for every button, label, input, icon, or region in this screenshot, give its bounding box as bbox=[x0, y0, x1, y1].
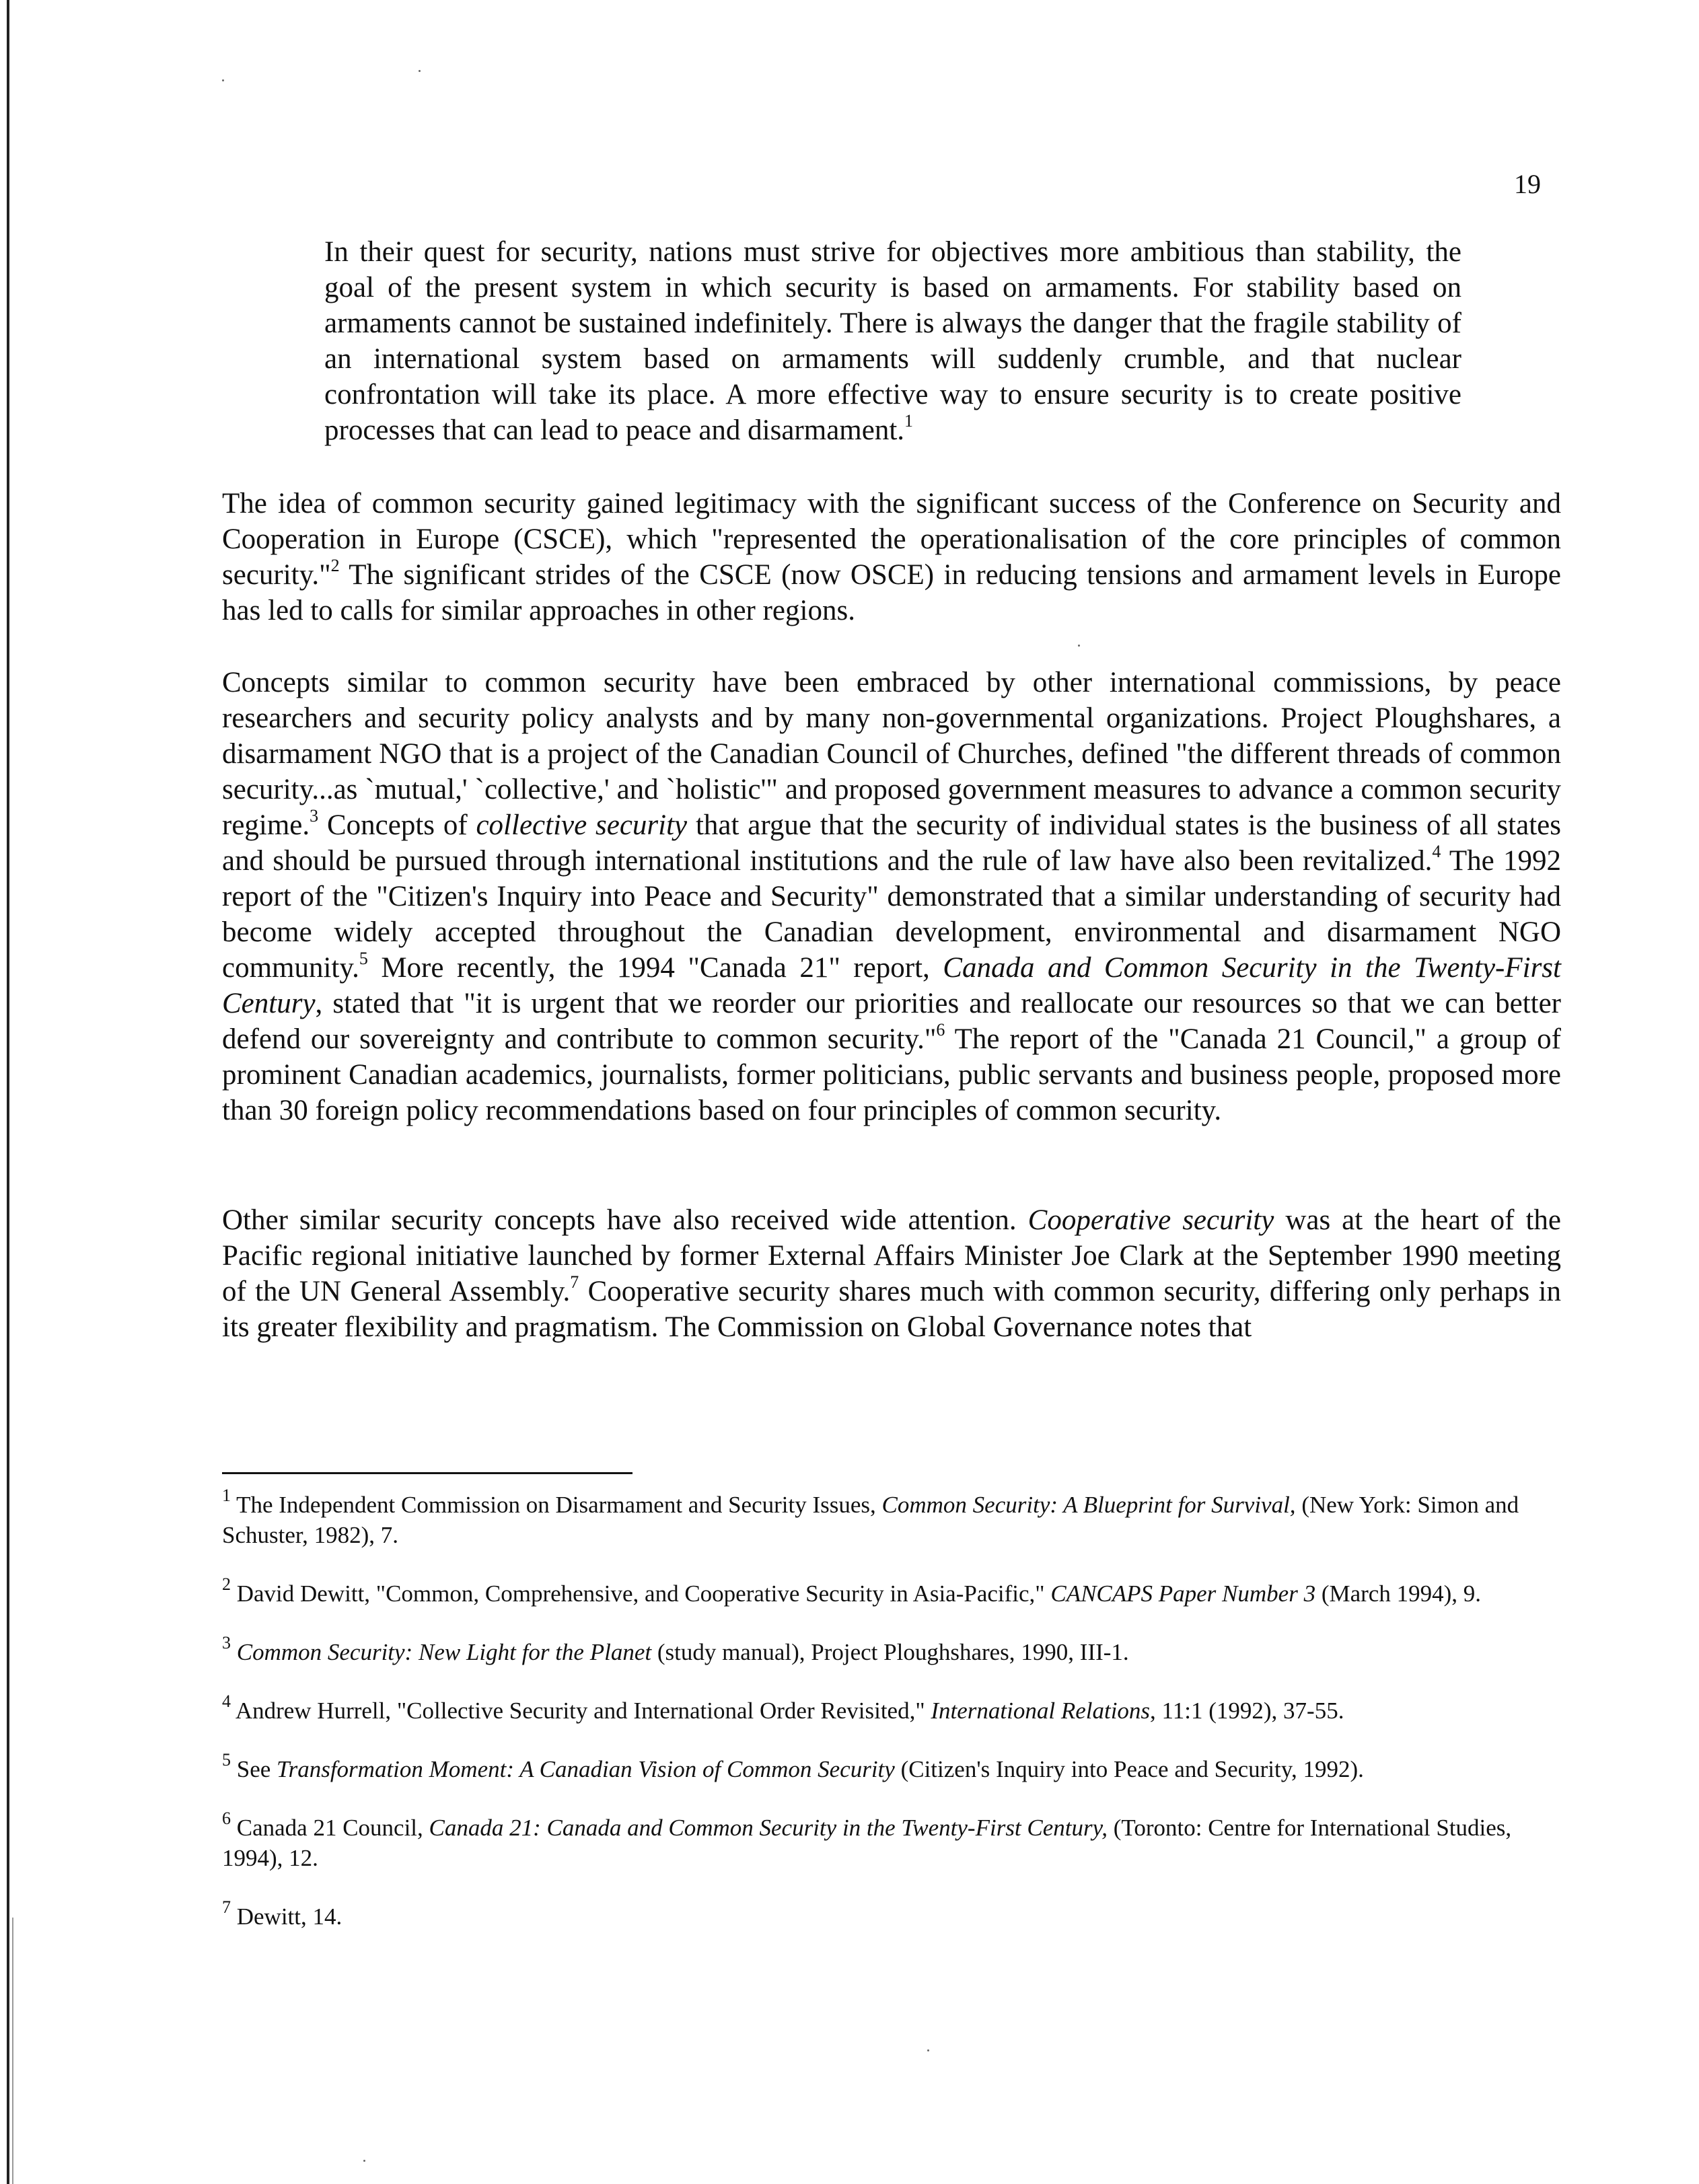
footnote-text: Andrew Hurrell, "Collective Security and International Order Revisited," bbox=[231, 1698, 931, 1724]
footnote-text bbox=[231, 1639, 237, 1665]
paragraph-text: was at the heart of the Pacific regional initiative launched by former External Affairs Minister Joe Clark at the September 1990 meeting of the UN General Assembly. bbox=[222, 1204, 1561, 1307]
scan-binding-shadow bbox=[12, 1918, 13, 2184]
scan-speck bbox=[1078, 645, 1080, 647]
footnote-number: 2 bbox=[222, 1574, 231, 1595]
paragraph-similar-concepts bbox=[222, 665, 1561, 1128]
paragraph-text: , stated that "it is urgent that we reorder our priorities and reallocate our resources so that we can better defend our sovereignty and contribute to common security." bbox=[222, 988, 1561, 1055]
footnote-title: Transformation Moment: A Canadian Vision of Common Security bbox=[277, 1756, 895, 1782]
footnote-number: 7 bbox=[222, 1897, 231, 1918]
paragraph-text: The 1992 report of the "Citizen's Inquiry into Peace and Security" demonstrated that a similar understanding of security had become widely accepted throughout the Canadian development, environmental and disarmament NGO community. bbox=[222, 845, 1561, 984]
scan-speck bbox=[419, 70, 421, 72]
footnote-text: See bbox=[231, 1756, 277, 1782]
footnote bbox=[222, 1691, 1561, 1726]
footnote-text: David Dewitt, "Common, Comprehensive, and Cooperative Security in Asia-Pacific," bbox=[231, 1580, 1051, 1607]
paragraph-text: Cooperative security shares much with common security, differing only perhaps in its greater flexibility and pragmatism. The Commission on Global Governance notes that bbox=[222, 1276, 1561, 1343]
footnotes-list bbox=[222, 1486, 1561, 1960]
footnote-text: (study manual), Project Ploughshares, 1990, III-1. bbox=[651, 1639, 1129, 1665]
footnote-ref: 5 bbox=[359, 948, 368, 968]
footnote-ref: 1 bbox=[904, 410, 914, 431]
footnote-text: (March 1994), 9. bbox=[1315, 1580, 1481, 1607]
footnote-text: (New York: Simon and Schuster, 1982), 7. bbox=[222, 1492, 1519, 1548]
block-quote bbox=[324, 234, 1461, 448]
footnote bbox=[222, 1633, 1561, 1667]
footnote-ref: 6 bbox=[936, 1019, 945, 1040]
footnote-ref: 3 bbox=[310, 805, 319, 826]
footnote-title: Canada 21: Canada and Common Security in the Twenty-First Century, bbox=[429, 1815, 1108, 1841]
footnote-title: Common Security: New Light for the Planet bbox=[236, 1639, 652, 1665]
italic-term: Cooperative security bbox=[1027, 1204, 1274, 1236]
footnote bbox=[222, 1486, 1561, 1550]
scan-speck bbox=[927, 2049, 929, 2051]
paragraph-text: The significant strides of the CSCE (now OSCE) in reducing tensions and armament levels in Europe has led to calls for similar approaches in other regions. bbox=[222, 559, 1561, 626]
paragraph-text: The idea of common security gained legitimacy with the significant success of the Conference on Security and Cooperation in Europe (CSCE), which "represented the operationalisation of the core principles of common security." bbox=[222, 488, 1561, 591]
scan-binding-edge bbox=[7, 0, 9, 2184]
paragraph-text: Concepts similar to common security have been embraced by other international commissions, by peace researchers and security policy analysts and by many non-governmental organizations. Project Ploughshares, a disarmament NGO that is a project of the Canadian Council of Churches, defined "the different threads of common security...as `mutual,' `collective,' and `holistic'" and proposed government measures to advance a common security regime. bbox=[222, 667, 1561, 841]
footnote-ref: 7 bbox=[570, 1272, 579, 1292]
footnote bbox=[222, 1574, 1561, 1609]
paragraph-text: that argue that the security of individual states is the business of all states and should be pursued through international institutions and the rule of law have also been revitalized. bbox=[222, 809, 1561, 877]
footnote bbox=[222, 1809, 1561, 1873]
footnote-number: 5 bbox=[222, 1750, 231, 1770]
italic-term: collective security bbox=[476, 809, 688, 841]
page-number: 19 bbox=[1514, 169, 1541, 199]
paragraph-text: More recently, the 1994 "Canada 21" report, bbox=[367, 952, 943, 984]
footnote-ref: 4 bbox=[1432, 841, 1441, 861]
scan-speck bbox=[363, 2160, 365, 2162]
footnote-text: , 11:1 (1992), 37-55. bbox=[1150, 1698, 1344, 1724]
paragraph-csce bbox=[222, 486, 1561, 628]
scan-speck bbox=[222, 79, 224, 81]
paragraph-text: The report of the "Canada 21 Council," a group of prominent Canadian academics, journalists, former politicians, public servants and business people, proposed more than 30 foreign policy recommendations based on four principles of common security. bbox=[222, 1023, 1561, 1126]
footnote-text: Dewitt, 14. bbox=[231, 1903, 342, 1930]
footnote-title: International Relations bbox=[931, 1698, 1151, 1724]
footnote-number: 4 bbox=[222, 1691, 231, 1712]
footnote-number: 3 bbox=[222, 1633, 231, 1653]
footnote-ref: 2 bbox=[330, 555, 340, 575]
footnote-title: CANCAPS Paper Number 3 bbox=[1050, 1580, 1316, 1607]
footnote-separator bbox=[222, 1472, 632, 1474]
paragraph-text: Other similar security concepts have also received wide attention. bbox=[222, 1204, 1028, 1236]
italic-title: Canada and Common Security in the Twenty-First Century bbox=[222, 952, 1561, 1019]
footnote-text: (Toronto: Centre for International Studies, 1994), 12. bbox=[222, 1815, 1512, 1871]
footnote bbox=[222, 1750, 1561, 1784]
footnote bbox=[222, 1897, 1561, 1932]
footnote-text: (Citizen's Inquiry into Peace and Security, 1992). bbox=[894, 1756, 1364, 1782]
paragraph-cooperative-security bbox=[222, 1202, 1561, 1345]
footnote-text: The Independent Commission on Disarmament and Security Issues, bbox=[231, 1492, 882, 1518]
block-quote-text: In their quest for security, nations must strive for objectives more ambitious than stability, the goal of the present system in which security is based on armaments. For stability based on armaments cannot be sustained indefinitely. There is always the danger that the fragile stability of an international system based on armaments will suddenly crumble, and that nuclear confrontation will take its place. A more effective way to ensure security is to create positive processes that can lead to peace and disarmament. bbox=[324, 236, 1461, 446]
footnote-number: 1 bbox=[222, 1486, 231, 1506]
footnote-text: Canada 21 Council, bbox=[231, 1815, 429, 1841]
footnote-number: 6 bbox=[222, 1809, 231, 1829]
footnote-title: Common Security: A Blueprint for Survival, bbox=[881, 1492, 1296, 1518]
paragraph-text: Concepts of bbox=[318, 809, 476, 841]
